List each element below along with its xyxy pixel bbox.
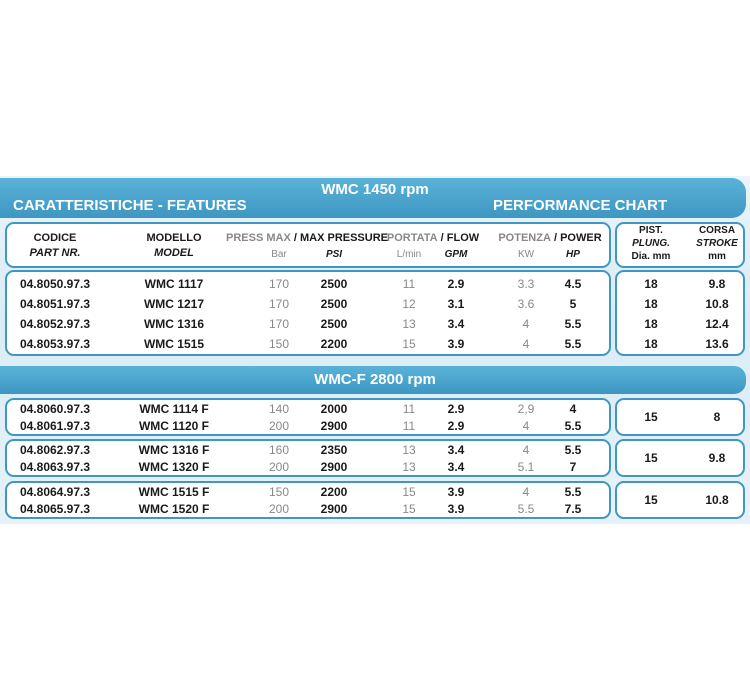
table-cell-pist: 18: [644, 337, 658, 351]
col-hp: HP: [566, 249, 580, 260]
table-cell-model: WMC 1515 F: [138, 485, 210, 499]
table-cell-model: WMC 1520 F: [138, 502, 210, 516]
table-cell-kw: 4: [522, 337, 530, 351]
table-cell-psi: 2200: [320, 337, 348, 351]
table-cell-pist: 18: [644, 317, 658, 331]
table-cell-code: 04.8053.97.3: [19, 337, 91, 351]
table-cell-hp: 5.5: [564, 337, 582, 351]
col-stroke: STROKE: [696, 238, 738, 249]
table-cell-psi: 2200: [320, 485, 348, 499]
table-cell-model: WMC 1120 F: [138, 419, 210, 433]
table-cell-pist: 18: [644, 297, 658, 311]
col-dia-mm: Dia. mm: [631, 251, 671, 262]
table-cell-code: 04.8052.97.3: [19, 317, 91, 331]
col-model: MODEL: [154, 247, 194, 259]
table-cell-lmin: 13: [402, 460, 416, 474]
table-cell-code: 04.8063.97.3: [19, 460, 91, 474]
table-cell-gpm: 2.9: [447, 419, 465, 433]
table-cell-lmin: 11: [402, 277, 416, 291]
table-cell-code: 04.8065.97.3: [19, 502, 91, 516]
table-cell-corsa: 8: [713, 410, 721, 424]
col-mm: mm: [708, 251, 726, 262]
table-cell-bar: 200: [268, 419, 290, 433]
col-kw: KW: [517, 249, 535, 260]
table-cell-model: WMC 1316 F: [138, 443, 210, 457]
col-power: POTENZA / POWER: [498, 232, 602, 244]
table-cell-lmin: 15: [402, 485, 416, 499]
table-cell-bar: 170: [268, 277, 290, 291]
table-cell-kw: 4: [522, 443, 530, 457]
table-cell-lmin: 11: [402, 419, 416, 433]
group-spec-box-1: [615, 398, 745, 436]
table-cell-psi: 2900: [320, 460, 348, 474]
table-cell-lmin: 12: [402, 297, 416, 311]
table-cell-code: 04.8064.97.3: [19, 485, 91, 499]
table-cell-bar: 160: [268, 443, 290, 457]
table-cell-code: 04.8061.97.3: [19, 419, 91, 433]
performance-title: PERFORMANCE CHART: [493, 197, 668, 214]
col-bar: Bar: [271, 249, 287, 260]
table-cell-model: WMC 1217: [143, 297, 205, 311]
table-cell-hp: 5.5: [564, 317, 582, 331]
table-cell-model: WMC 1117: [144, 277, 204, 291]
table-cell-kw: 5.5: [517, 502, 535, 516]
col-gpm: GPM: [444, 249, 468, 260]
table-cell-bar: 200: [268, 460, 290, 474]
table-cell-code: 04.8062.97.3: [19, 443, 91, 457]
table-cell-bar: 150: [268, 337, 290, 351]
col-plung: PLUNG.: [632, 238, 670, 249]
table-cell-bar: 140: [268, 402, 290, 416]
table-cell-psi: 2500: [320, 317, 348, 331]
table-cell-hp: 7.5: [564, 502, 582, 516]
table-cell-hp: 5: [569, 297, 577, 311]
col-lmin: L/min: [396, 249, 422, 260]
table-cell-psi: 2000: [320, 402, 348, 416]
table-cell-lmin: 11: [402, 402, 416, 416]
section-title-2800: WMC-F 2800 rpm: [314, 371, 436, 388]
table-cell-lmin: 15: [402, 337, 416, 351]
table-cell-corsa: 13.6: [705, 337, 729, 351]
table-cell-lmin: 15: [402, 502, 416, 516]
table-cell-psi: 2900: [320, 502, 348, 516]
table-cell-model: WMC 1114 F: [139, 402, 209, 416]
table-cell-hp: 5.5: [564, 419, 582, 433]
section-title-1450: WMC 1450 rpm: [321, 181, 429, 198]
table-cell-kw: 5.1: [517, 460, 535, 474]
table-cell-corsa: 12.4: [705, 317, 729, 331]
col-flow: PORTATA / FLOW: [386, 232, 480, 244]
table-cell-kw: 3.6: [517, 297, 535, 311]
header-bar-wmc-f-2800: [0, 366, 746, 394]
table-cell-model: WMC 1316: [143, 317, 205, 331]
table-cell-gpm: 3.1: [447, 297, 465, 311]
table-cell-psi: 2500: [320, 297, 348, 311]
table-cell-code: 04.8060.97.3: [19, 402, 91, 416]
table-cell-hp: 5.5: [564, 443, 582, 457]
col-modello: MODELLO: [146, 232, 202, 244]
table-cell-pist: 15: [644, 410, 658, 424]
col-psi: PSI: [325, 249, 343, 260]
table-cell-gpm: 3.4: [447, 317, 465, 331]
table-cell-pist: 18: [644, 277, 658, 291]
table-cell-code: 04.8050.97.3: [19, 277, 91, 291]
col-pist: PIST.: [639, 225, 663, 236]
table-cell-kw: 4: [522, 317, 530, 331]
table-cell-gpm: 3.9: [447, 485, 465, 499]
column-header-box: [5, 222, 611, 268]
col-codice: CODICE: [33, 232, 77, 244]
table-cell-psi: 2350: [320, 443, 348, 457]
table-cell-gpm: 3.9: [447, 502, 465, 516]
table-cell-gpm: 2.9: [447, 277, 465, 291]
table-cell-corsa: 10.8: [705, 493, 729, 507]
table-cell-gpm: 3.4: [447, 460, 465, 474]
table-cell-lmin: 13: [402, 317, 416, 331]
col-corsa: CORSA: [698, 225, 736, 236]
table-cell-bar: 200: [268, 502, 290, 516]
table-cell-pist: 15: [644, 493, 658, 507]
table-cell-lmin: 13: [402, 443, 416, 457]
table-cell-corsa: 10.8: [705, 297, 729, 311]
table-cell-gpm: 3.9: [447, 337, 465, 351]
header-bar-wmc-1450: [0, 178, 746, 218]
table-cell-model: WMC 1320 F: [138, 460, 210, 474]
table-cell-bar: 170: [268, 297, 290, 311]
table-cell-corsa: 9.8: [708, 277, 726, 291]
table-cell-bar: 150: [268, 485, 290, 499]
table-cell-code: 04.8051.97.3: [19, 297, 91, 311]
col-pressure: PRESS MAX / MAX PRESSURE: [225, 232, 389, 244]
col-part-nr: PART NR.: [29, 247, 81, 259]
table-cell-hp: 7: [569, 460, 577, 474]
table-cell-hp: 4: [569, 402, 577, 416]
table-cell-corsa: 9.8: [708, 451, 726, 465]
features-title: CARATTERISTICHE - FEATURES: [13, 197, 247, 214]
table-cell-hp: 5.5: [564, 485, 582, 499]
table-cell-gpm: 3.4: [447, 443, 465, 457]
table-cell-kw: 2,9: [517, 402, 535, 416]
table-cell-psi: 2500: [320, 277, 348, 291]
table-cell-kw: 4: [522, 419, 530, 433]
table-cell-hp: 4.5: [564, 277, 582, 291]
table-cell-psi: 2900: [320, 419, 348, 433]
table-cell-kw: 4: [522, 485, 530, 499]
table-cell-pist: 15: [644, 451, 658, 465]
table-cell-model: WMC 1515: [143, 337, 205, 351]
table-cell-gpm: 2.9: [447, 402, 465, 416]
table-cell-kw: 3.3: [517, 277, 535, 291]
table-cell-bar: 170: [268, 317, 290, 331]
